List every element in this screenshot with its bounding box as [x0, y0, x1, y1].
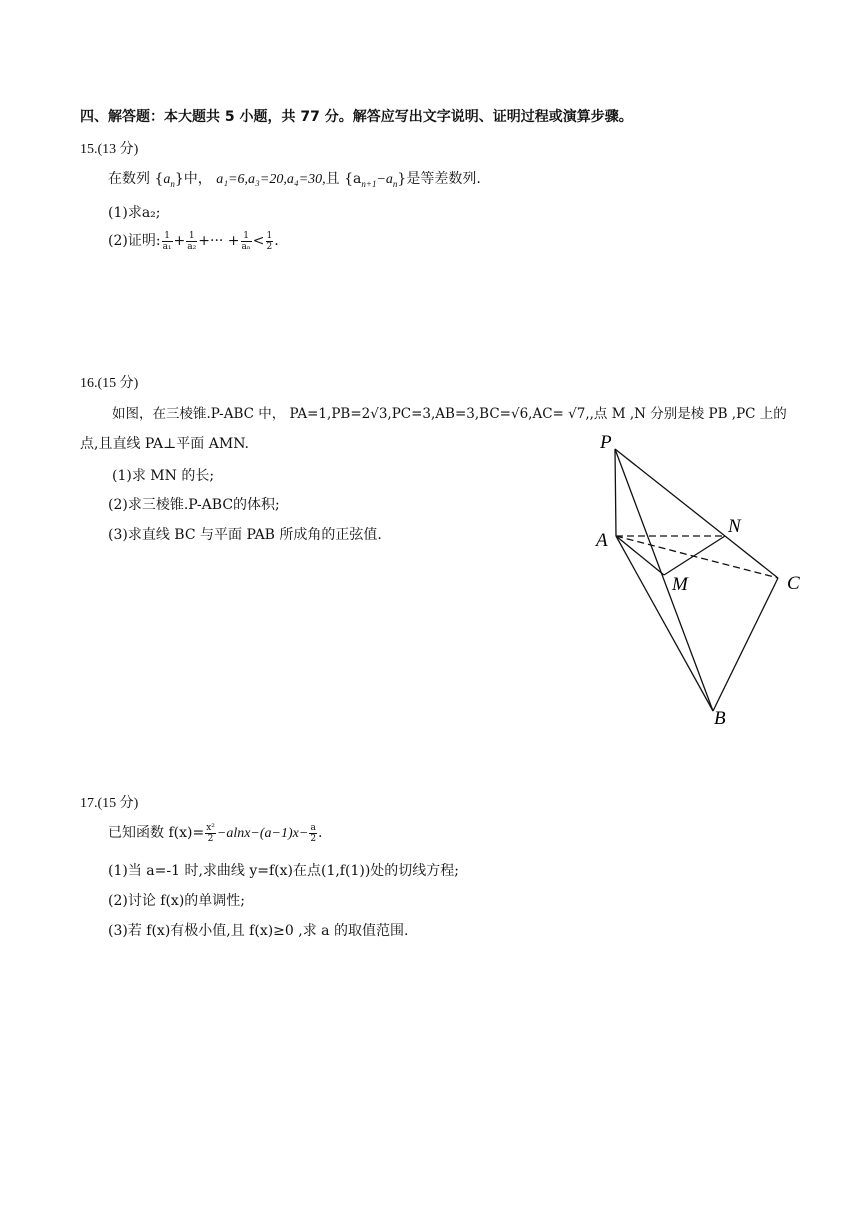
denominator: 2: [207, 833, 214, 844]
problem-16-q2: (2)求三棱锥.P-ABC的体积;: [108, 497, 280, 513]
fraction: [205, 823, 216, 844]
period: .: [274, 233, 279, 249]
problem-16-number: 16.(15 分): [80, 376, 139, 391]
problem-15-q2: [108, 230, 279, 252]
label-n: N: [728, 516, 741, 537]
section-title: 四、解答题：本大题共 5 小题，共 77 分。解答应写出文字说明、证明过程或演算步骤。: [80, 109, 633, 125]
problem-15-q1: (1)求a₂;: [108, 205, 161, 221]
stem-text: 在数列 {: [108, 171, 164, 187]
stem-sequence: a: [163, 172, 171, 187]
fraction: [266, 231, 274, 252]
label-p: P: [600, 432, 612, 453]
problem-16-q3: (3)求直线 BC 与平面 PAB 所成角的正弦值.: [108, 527, 382, 543]
denominator: a₁: [162, 241, 172, 252]
stem-expression: −alnx−(a−1)x−: [216, 826, 309, 841]
problem-17-q1: (1)当 a=-1 时,求曲线 y=f(x)在点(1,f(1))处的切线方程;: [108, 863, 459, 879]
numerator: a: [310, 822, 316, 833]
stem-condition-sub: n: [392, 178, 398, 189]
stem-text: }中，: [174, 171, 217, 187]
denominator: 2: [266, 241, 273, 252]
numerator: 1: [186, 231, 197, 242]
segment-mn: [664, 536, 725, 575]
stem-condition: 且 {a: [325, 171, 362, 187]
numerator: 1: [241, 231, 252, 242]
problem-15-stem: [108, 168, 481, 190]
less-than: <: [252, 233, 265, 249]
problem-16-stem-line2: 点,且直线 PA⊥平面 AMN.: [80, 436, 250, 452]
fraction: [162, 231, 173, 252]
problem-17-q2: (2)讨论 f(x)的单调性;: [108, 893, 245, 909]
label-b: B: [714, 708, 726, 728]
stem-text: 已知函数 f(x)=: [108, 825, 205, 841]
label-c: C: [787, 573, 800, 594]
problem-15-number: 15.(13 分): [80, 142, 139, 157]
stem-condition: −a: [376, 172, 393, 187]
stem-condition-sub: n+1: [361, 178, 377, 189]
numerator: 1: [162, 231, 173, 242]
stem-sequence-sub: n: [170, 178, 175, 189]
stem-text: }是等差数列.: [397, 171, 481, 187]
numerator: x²: [206, 822, 215, 833]
edge-ab: [616, 536, 713, 711]
label-m: M: [672, 574, 688, 595]
plus: +: [173, 233, 186, 249]
stem-values: a₁=6,a₃=20,a₄=30,: [216, 172, 326, 187]
problem-16-stem-line1: 如图，在三棱锥.P-ABC 中， PA=1,PB=2√3,PC=3,AB=3,BC=√6,AC= √7,,点 M ,N 分别是棱 PB ,PC 上的: [112, 406, 787, 422]
edge-bc: [713, 578, 778, 711]
denominator: 2: [310, 833, 317, 844]
problem-16-q1: (1)求 MN 的长;: [112, 468, 215, 484]
denominator: a₂: [187, 241, 197, 252]
numerator: 1: [266, 230, 273, 241]
denominator: aₙ: [241, 241, 251, 252]
q2-label: (2)证明:: [108, 233, 161, 249]
period: .: [318, 825, 323, 841]
edge-ac-dashed: [616, 536, 778, 578]
label-a: A: [596, 530, 608, 551]
pyramid-figure: [588, 428, 818, 728]
edge-nc: [725, 536, 778, 578]
fraction: [309, 823, 317, 844]
problem-17-stem: [108, 822, 323, 844]
ellipsis: +··· +: [198, 233, 240, 249]
problem-17-q3: (3)若 f(x)有极小值,且 f(x)≥0 ,求 a 的取值范围.: [108, 923, 409, 939]
edge-pa: [615, 449, 616, 536]
fraction: [186, 231, 197, 252]
problem-17-number: 17.(15 分): [80, 796, 139, 811]
fraction: [241, 231, 252, 252]
